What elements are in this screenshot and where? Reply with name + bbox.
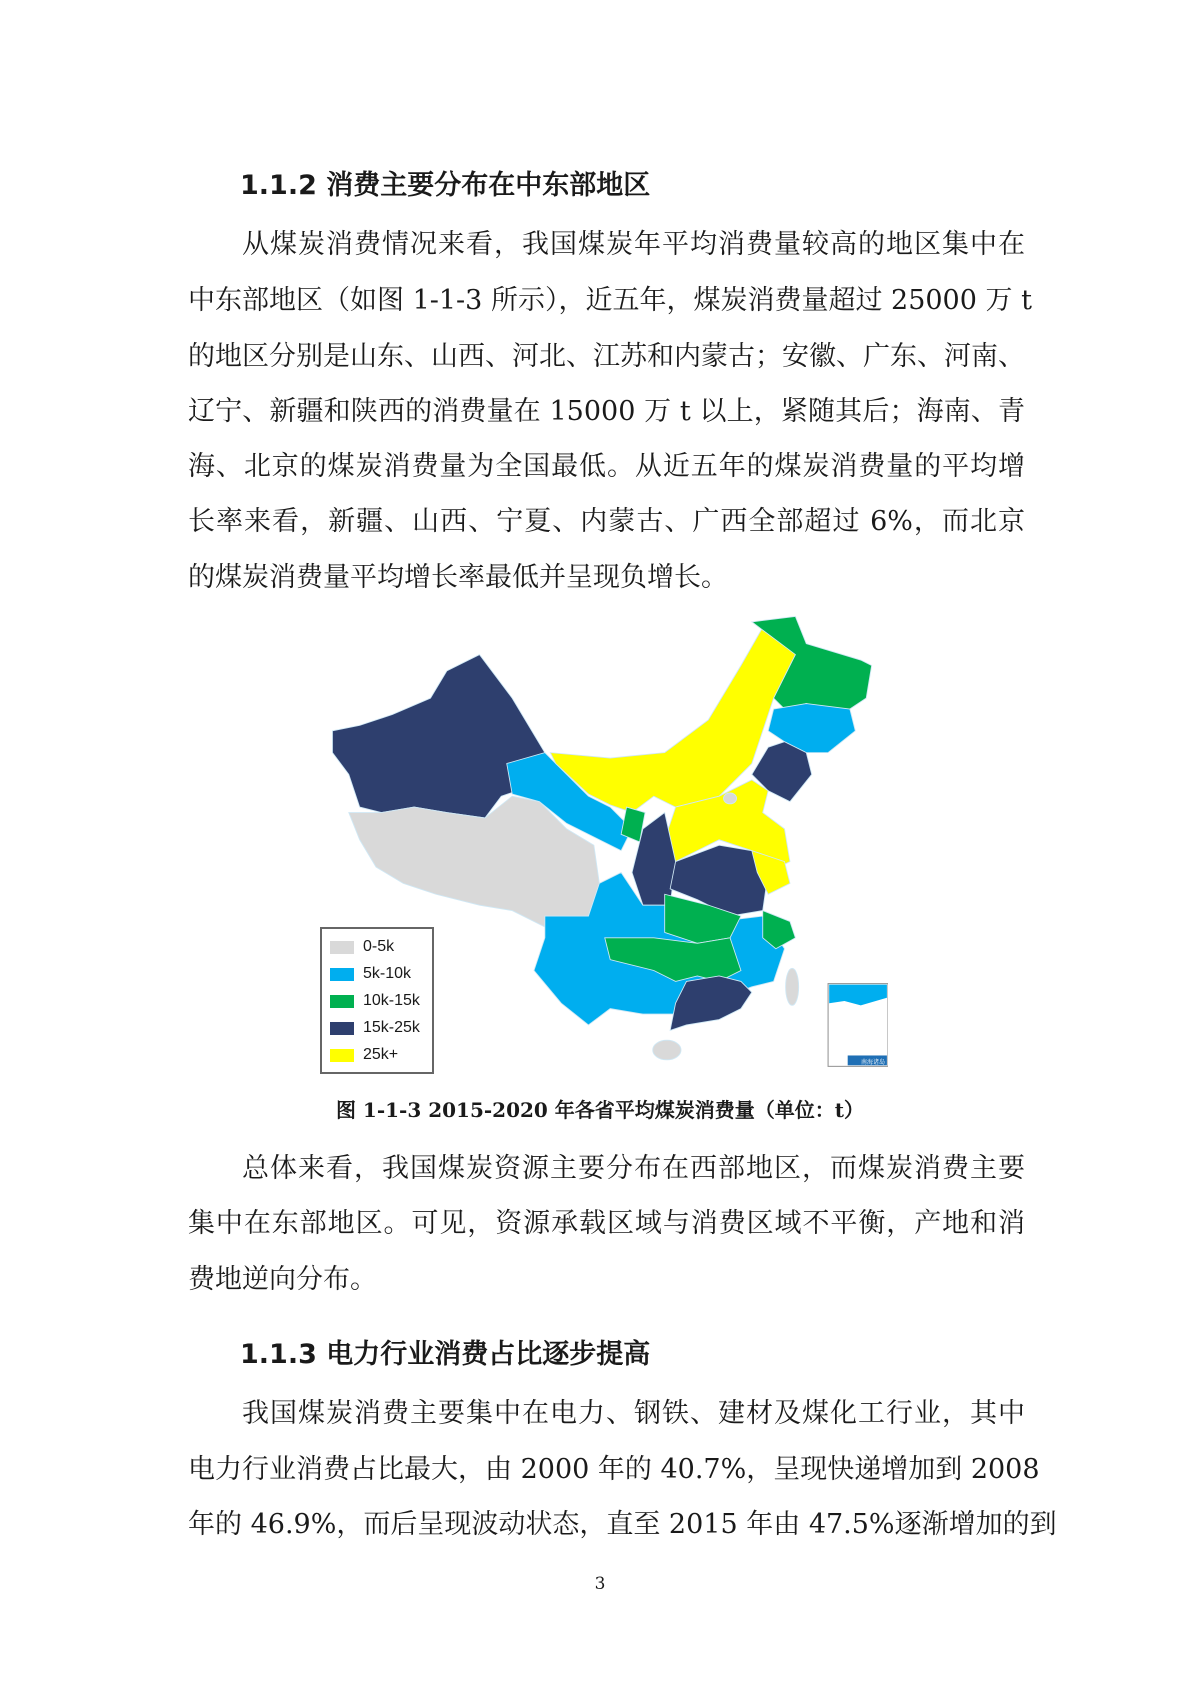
south-china-sea-inset	[828, 984, 888, 1067]
legend-item: 5k-10k	[330, 964, 411, 984]
paragraph-line: 我国煤炭消费主要集中在电力、钢铁、建材及煤化工行业，其中	[242, 1398, 1025, 1429]
paragraph-line: 集中在东部地区。可见，资源承载区域与消费区域不平衡，产地和消	[188, 1208, 1025, 1239]
paragraph-line: 的地区分别是山东、山西、河北、江苏和内蒙古；安徽、广东、河南、	[188, 341, 1025, 372]
page-number: 3	[594, 1574, 606, 1594]
paragraph-line: 中东部地区（如图 1-1-3 所示），近五年，煤炭消费量超过 25000 万 t	[188, 285, 1032, 316]
section-heading-1-1-3: 1.1.3 电力行业消费占比逐步提高	[240, 1339, 651, 1370]
legend-item: 25k+	[330, 1045, 398, 1065]
region-beijing	[724, 793, 737, 804]
paragraph-line: 总体来看，我国煤炭资源主要分布在西部地区，而煤炭消费主要	[242, 1153, 1025, 1184]
map-legend	[320, 927, 434, 1074]
legend-item: 0-5k	[330, 937, 394, 957]
paragraph-line: 电力行业消费占比最大，由 2000 年的 40.7%，呈现快递增加到 2008	[188, 1454, 1040, 1485]
paragraph-line: 从煤炭消费情况来看，我国煤炭年平均消费量较高的地区集中在	[242, 229, 1025, 260]
legend-item: 15k-25k	[330, 1018, 420, 1038]
legend-item: 10k-15k	[330, 991, 420, 1011]
region-taiwan	[786, 968, 799, 1005]
paragraph-line: 海、北京的煤炭消费量为全国最低。从近五年的煤炭消费量的平均增	[188, 451, 1025, 482]
inset-label: 南海诸岛	[860, 1059, 885, 1066]
section-heading-1-1-2: 1.1.2 消费主要分布在中东部地区	[240, 170, 651, 201]
paragraph-line: 的煤炭消费量平均增长率最低并呈现负增长。	[188, 562, 728, 593]
region-hainan	[653, 1040, 681, 1060]
paragraph-line: 费地逆向分布。	[188, 1264, 377, 1295]
paragraph-line: 年的 46.9%，而后呈现波动状态，直至 2015 年由 47.5%逐渐增加的到	[188, 1509, 1057, 1540]
paragraph-line: 辽宁、新疆和陕西的消费量在 15000 万 t 以上，紧随其后；海南、青	[188, 396, 1025, 427]
figure-caption: 图 1-1-3 2015-2020 年各省平均煤炭消费量（单位：t）	[335, 1098, 865, 1122]
paragraph-line: 长率来看，新疆、山西、宁夏、内蒙古、广西全部超过 6%，而北京	[188, 506, 1025, 537]
